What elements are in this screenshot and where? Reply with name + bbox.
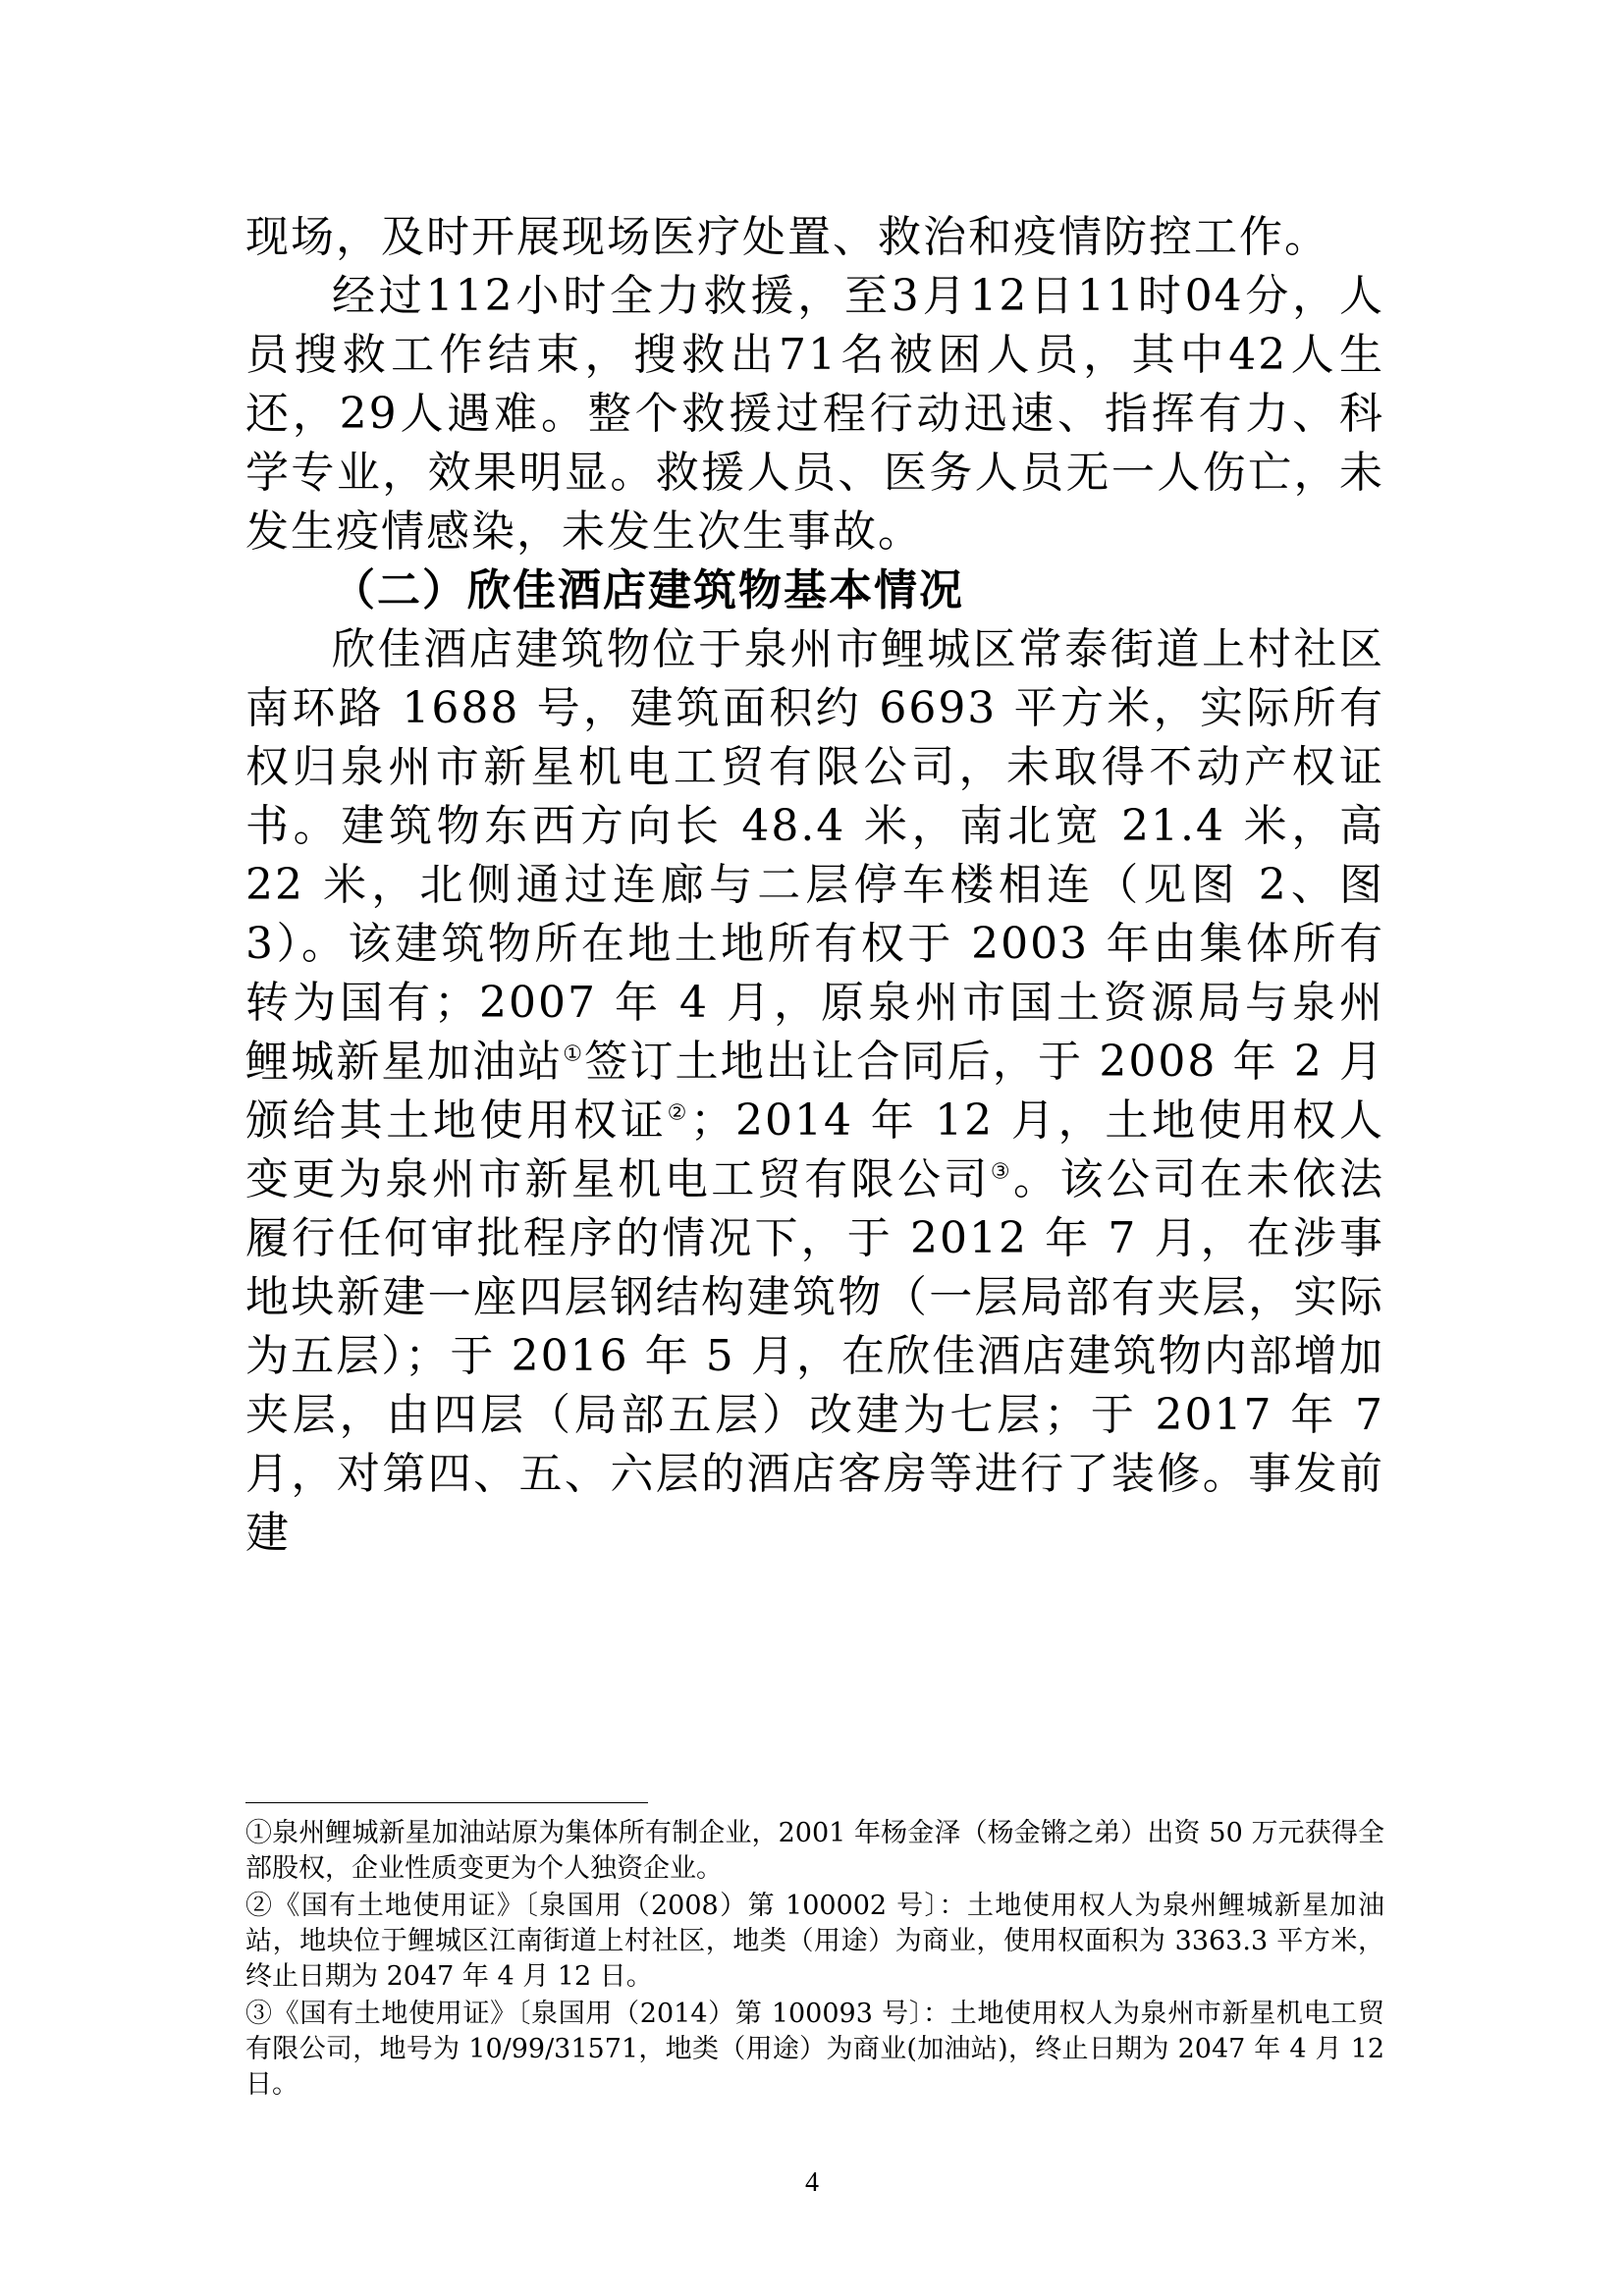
footnotes: [245, 1816, 1384, 2105]
footnote-ref-1[interactable]: ①: [563, 1041, 585, 1067]
building-text-part1: 欣佳酒店建筑物位于泉州市鲤城区常泰街道上村社区南环路 1688 号，建筑面积约 6693 平方米，实际所有权归泉州市新星机电工贸有限公司，未取得不动产权证书。建筑物东西方向长 48.4 米，南北宽 21.4 米，高 22 米，北侧通过连廊与二层停车楼相连（见图 2、图 3）。该建筑物所在地土地所有权于 2003 年由集体所有转为国有；2007 年 4 月，原泉州市国土资源局与泉州鲤城新星加油站: [245, 624, 1384, 1087]
footnote-divider: [245, 1802, 648, 1803]
footnote-2: ②《国有土地使用证》〔泉国用（2008）第 100002 号〕：土地使用权人为泉州鲤城新星加油站，地块位于鲤城区江南街道上村社区，地类（用途）为商业，使用权面积为 3363.3 平方米，终止日期为 2047 年 4 月 12 日。: [245, 1891, 1384, 1992]
building-text-part4: 。该公司在未依法履行任何审批程序的情况下，于 2012 年 7 月，在涉事地块新建一座四层钢结构建筑物（一层局部有夹层，实际为五层）；于 2016 年 5 月，在欣佳酒店建筑物内部增加夹层，由四层（局部五层）改建为七层；于 2017 年 7 月，对第四、五、六层的酒店客房等进行了装修。事发前建: [245, 1154, 1384, 1558]
paragraph-rescue-summary: 经过112小时全力救援，至3月12日11时04分，人员搜救工作结束，搜救出71名被困人员，其中42人生还，29人遇难。整个救援过程行动迅速、指挥有力、科学专业，效果明显。救援人员、医务人员无一人伤亡，未发生疫情感染，未发生次生事故。: [245, 271, 1384, 557]
building-text-part3: ；2014 年 12 月，土地使用权人变更为泉州市新星机电工贸有限公司: [245, 1095, 1384, 1204]
body-text: [245, 208, 1384, 1563]
paragraph-continued: 现场，及时开展现场医疗处置、救治和疫情防控工作。: [245, 212, 1329, 262]
paragraph-building-info: [245, 620, 1384, 1563]
footnote-ref-3[interactable]: ③: [990, 1159, 1013, 1185]
building-text-part2: 签订土地出让合同后，于 2008 年 2 月颁给其土地使用权证: [245, 1037, 1384, 1146]
footnote-3: ③《国有土地使用证》〔泉国用（2014）第 100093 号〕：土地使用权人为泉州市新星机电工贸有限公司，地号为 10/99/31571，地类（用途）为商业(加油站)，终止日期为 2047 年 4 月 12 日。: [245, 1999, 1384, 2100]
footnote-ref-2[interactable]: ②: [667, 1100, 691, 1126]
section-heading: （二）欣佳酒店建筑物基本情况: [332, 565, 964, 615]
footnote-1: ①泉州鲤城新星加油站原为集体所有制企业，2001 年杨金泽（杨金锵之弟）出资 50 万元获得全部股权，企业性质变更为个人独资企业。: [245, 1818, 1384, 1884]
page-number: 4: [805, 2167, 819, 2198]
